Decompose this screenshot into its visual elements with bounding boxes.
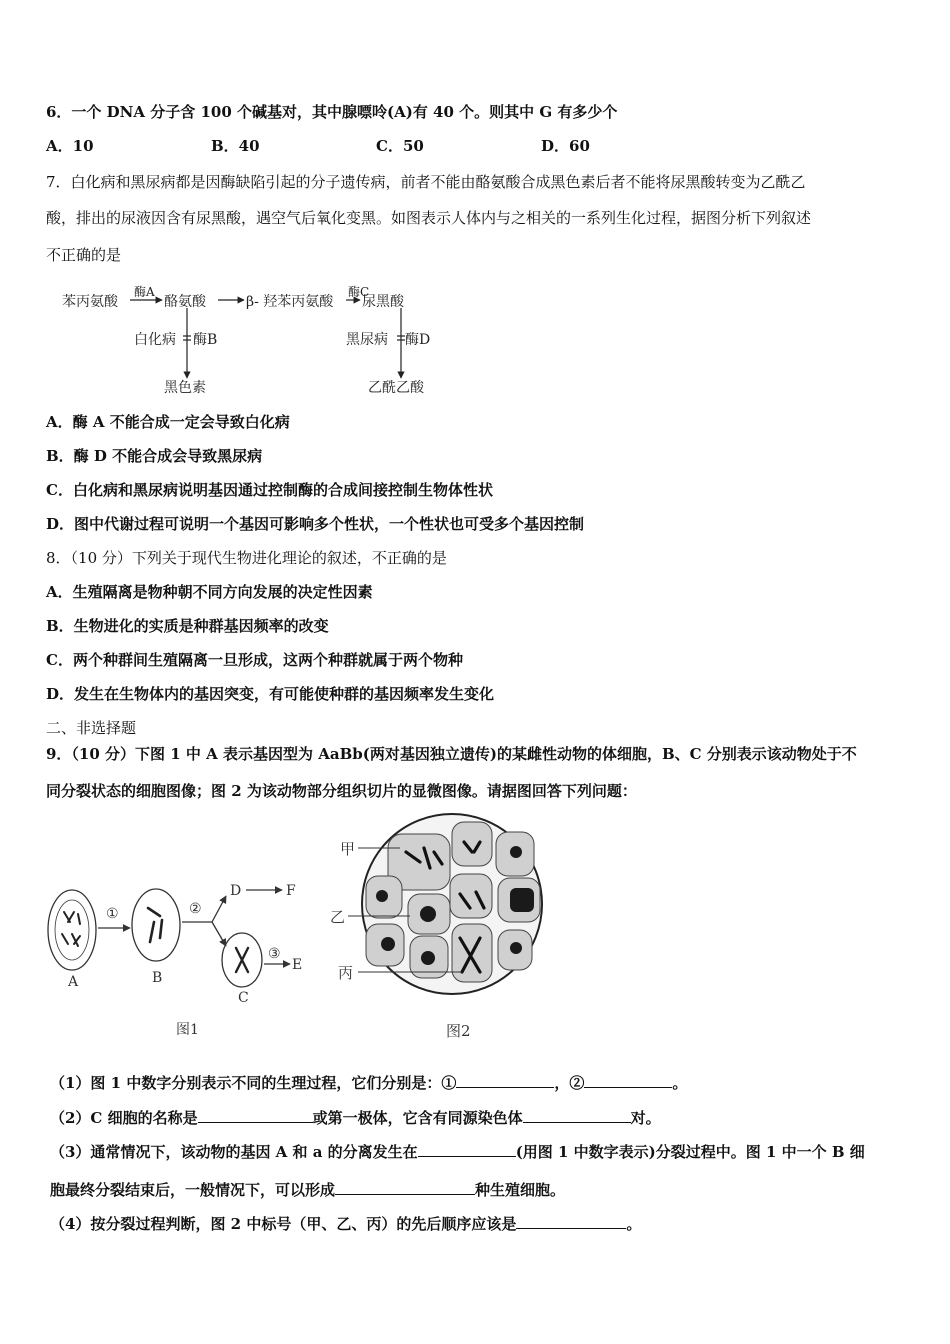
q6-option-a: A．10: [46, 137, 94, 155]
q8-stem: 8．（10 分）下列关于现代生物进化理论的叙述，不正确的是: [46, 549, 447, 567]
q7-pathway-diagram: [50, 280, 450, 400]
answer-blank-4[interactable]: [523, 1107, 631, 1123]
figure-2: [330, 812, 560, 1048]
q6-options: [46, 136, 666, 156]
tissue-cell: [452, 822, 492, 866]
q7-stem-line1: 7．白化病和黑尿病都是因酶缺陷引起的分子遗传病，前者不能由酪氨酸合成黑色素后者不能将尿黑酸转变为乙酰乙: [46, 173, 806, 191]
cell-b-chromosomes: [148, 908, 162, 942]
nucleus: [421, 951, 435, 965]
q9-sub3-line2: 胞最终分裂结束后，一般情况下，可以形成 种生殖细胞。: [50, 1181, 566, 1199]
section-heading: 二、非选择题: [46, 719, 137, 737]
figure-2-caption: 图2: [446, 1022, 471, 1040]
cell-c-chromosomes: [236, 948, 248, 972]
q9-stem-line1: 9．（10 分）下图 1 中 A 表示基因型为 AaBb(两对基因独立遗传)的某雌性动物的体细胞，B、C 分别表示该动物处于不: [46, 745, 857, 763]
node-homogentisic-acid: 尿黑酸: [362, 294, 404, 310]
answer-blank-1[interactable]: [456, 1072, 554, 1088]
label-c: C: [238, 990, 249, 1006]
nucleus: [376, 890, 388, 902]
label-b: B: [152, 970, 163, 986]
q8-option-d: D．发生在生物体内的基因突变，有可能使种群的基因频率发生变化: [46, 685, 495, 703]
label-yi: 乙: [330, 908, 346, 926]
q7-stem-line2: 酸，排出的尿液因含有尿黑酸，遇空气后氧化变黑。如图表示人体内与之相关的一系列生化过程，据图分析下列叙述: [46, 209, 812, 227]
q6-option-d: D．60: [541, 137, 590, 155]
q6-option-c: C．50: [376, 137, 424, 155]
q9-sub3-line1: （3）通常情况下，该动物的基因 A 和 a 的分离发生在 (用图 1 中数字表示)分裂过程中。图 1 中一个 B 细: [50, 1143, 865, 1161]
step-3-label: ③: [268, 946, 281, 962]
node-melanin: 黑色素: [164, 380, 206, 396]
step-2-label: ②: [189, 901, 202, 917]
node-phenylalanine: 苯丙氨酸: [62, 294, 118, 310]
label-e: E: [292, 957, 303, 973]
cell-a-nucleus: [55, 900, 89, 960]
q7-option-d: D．图中代谢过程可说明一个基因可影响多个性状，一个性状也可受多个基因控制: [46, 515, 585, 533]
q6-option-b: B．40: [211, 137, 260, 155]
enzyme-a-label: 酶A: [134, 285, 155, 299]
node-tyrosine: 酪氨酸: [164, 294, 206, 310]
label-f: F: [286, 883, 296, 899]
q8-option-c: C．两个种群间生殖隔离一旦形成，这两个种群就属于两个物种: [46, 651, 463, 669]
nucleus: [381, 937, 395, 951]
albinism-label: 白化病: [134, 332, 176, 348]
answer-blank-2[interactable]: [584, 1072, 672, 1088]
enzyme-b-label: 酶B: [193, 332, 218, 348]
label-bing: 丙: [338, 964, 354, 982]
q8-option-a: A．生殖隔离是物种朝不同方向发展的决定性因素: [46, 583, 373, 601]
q9-stem-line2: 同分裂状态的细胞图像；图 2 为该动物部分组织切片的显微图像。请据图回答下列问题：: [46, 782, 637, 800]
q8-option-b: B．生物进化的实质是种群基因频率的改变: [46, 617, 329, 635]
q7-option-b: B．酶 D 不能合成会导致黑尿病: [46, 447, 263, 465]
nucleus: [510, 846, 522, 858]
enzyme-d-label: 酶D: [405, 332, 431, 348]
step-1-label: ①: [106, 906, 119, 922]
nucleus: [510, 942, 522, 954]
arrow-to-c: [212, 922, 226, 946]
figure-1: [44, 850, 314, 1045]
answer-blank-5[interactable]: [418, 1141, 516, 1157]
q9-sub4: （4）按分裂过程判断，图 2 中标号（甲、乙、丙）的先后顺序应该是 。: [50, 1215, 642, 1233]
nucleus: [420, 906, 436, 922]
node-hydroxyphenylalanine: β- 羟苯丙氨酸: [246, 294, 334, 310]
q7-option-a: A．酶 A 不能合成一定会导致白化病: [46, 413, 290, 431]
tissue-cell: [450, 874, 492, 918]
label-jia: 甲: [340, 840, 356, 858]
label-d: D: [230, 883, 242, 899]
answer-blank-7[interactable]: [516, 1213, 626, 1229]
arrow-to-d: [212, 896, 226, 922]
label-a: A: [68, 974, 79, 990]
q6-stem: 6．一个 DNA 分子含 100 个碱基对，其中腺嘌呤(A)有 40 个。则其中 G 有多少个: [46, 103, 618, 121]
answer-blank-3[interactable]: [198, 1107, 313, 1123]
q7-option-c: C．白化病和黑尿病说明基因通过控制酶的合成间接控制生物体性状: [46, 481, 493, 499]
q9-sub2: （2）C 细胞的名称是 或第一极体，它含有同源染色体 对。: [50, 1109, 661, 1127]
alkaptonuria-label: 黑尿病: [346, 332, 388, 348]
node-acetoacetic-acid: 乙酰乙酸: [368, 380, 424, 396]
enzyme-c-label: 酶C: [348, 285, 370, 299]
figure-1-caption: 图1: [176, 1022, 199, 1038]
q7-stem-line3: 不正确的是: [46, 246, 122, 264]
cell-b: [132, 889, 180, 961]
answer-blank-6[interactable]: [335, 1179, 475, 1195]
condensed-nucleus: [510, 888, 534, 912]
cell-a-chromosomes: [62, 912, 80, 946]
q9-sub1: （1）图 1 中数字分别表示不同的生理过程，它们分别是：① ，② 。: [50, 1074, 688, 1092]
